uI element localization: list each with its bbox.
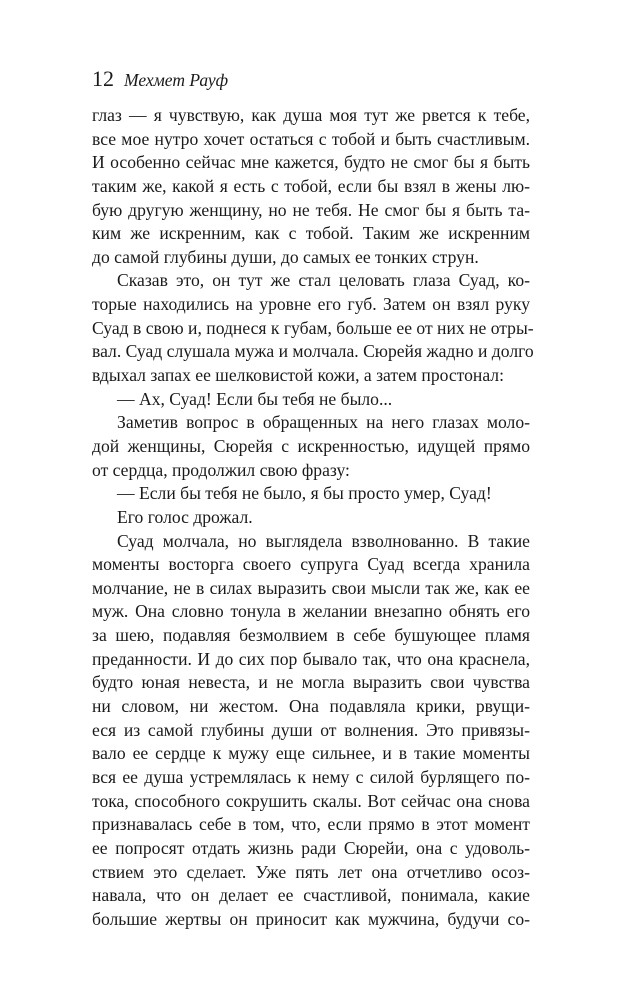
text-line: тока, способного сокрушить скалы. Вот сейчас она снова: [92, 790, 530, 811]
text-line: за шею, подавляя безмолвием в себе бушующее пламя: [92, 625, 530, 646]
text-line: таким же, какой я есть с тобой, если бы взял в жены лю-: [92, 175, 530, 196]
text-line: муж. Она словно тонула в желании внезапно обнять его: [92, 601, 530, 622]
text-line: признавалась себе в том, что, если прямо в этот момент: [92, 814, 530, 835]
text-line: навала, что он делает ее счастливой, понимала, какие: [92, 885, 530, 906]
book-page: [92, 66, 534, 931]
text-line: Сказав это, он тут же стал целовать глаза Суад, ко-: [117, 270, 530, 291]
text-line: будто юная невеста, и не могла выразить свои чувства: [92, 672, 530, 693]
page-number: 12: [92, 66, 114, 91]
text-line: вдыхал запах ее шелковистой кожи, а затем простонал:: [92, 365, 504, 386]
body-text: [92, 104, 534, 931]
text-line: вся ее душа устремлялась к нему с силой бурлящего по-: [92, 766, 530, 787]
text-line: Суад в свою и, поднеся к губам, больше ее от них не отры-: [92, 317, 534, 338]
text-line: вало ее сердце к мужу еще сильнее, и в такие моменты: [92, 743, 530, 764]
text-line: от сердца, продолжил свою фразу:: [92, 459, 350, 480]
text-line: Суад молчала, но выглядела взволнованно. В такие: [117, 530, 530, 551]
text-line: ким же искренним, как с тобой. Таким же искренним: [92, 223, 530, 244]
text-line: еся из самой глубины души от волнения. Это привязы-: [92, 719, 530, 740]
text-line: Его голос дрожал.: [117, 506, 253, 527]
text-line: Заметив вопрос в обращенных на него глазах моло-: [117, 412, 530, 433]
text-line: И особенно сейчас мне кажется, будто не смог бы я быть: [92, 152, 530, 173]
running-title: Мехмет Рауф: [124, 70, 229, 90]
text-line: вал. Суад слушала мужа и молчала. Сюрейя жадно и долго: [92, 341, 534, 362]
text-line: ее попросят отдать жизнь ради Сюрейи, она с удоволь-: [92, 837, 530, 858]
text-line: все мое нутро хочет остаться с тобой и быть счастливым.: [92, 128, 530, 149]
text-line: большие жертвы он приносит как мужчина, будучи со-: [92, 908, 530, 929]
text-line: — Если бы тебя не было, я бы просто умер, Суад!: [117, 483, 492, 504]
text-line: бую другую женщину, но не тебя. Не смог бы я быть та-: [92, 199, 530, 220]
text-line: глаз — я чувствую, как душа моя тут же рвется к тебе,: [92, 105, 530, 125]
text-line: ни словом, ни жестом. Она подавляла крики, рвущи-: [92, 696, 530, 717]
text-line: ствием это сделает. Уже пять лет она отчетливо осоз-: [92, 861, 530, 882]
running-head: [92, 66, 530, 96]
text-line: — Ах, Суад! Если бы тебя не было...: [117, 388, 393, 409]
text-line: дой женщины, Сюрейя с искренностью, идущей прямо: [92, 435, 530, 456]
text-line: моменты восторга своего супруга Суад всегда хранила: [92, 554, 530, 575]
text-line: преданности. И до сих пор бывало так, что она краснела,: [92, 648, 530, 669]
text-line: молчание, не в силах выразить свои мысли так же, как ее: [92, 577, 530, 598]
text-line: торые находились на уровне его губ. Затем он взял руку: [92, 294, 530, 315]
text-line: до самой глубины души, до самых ее тонких струн.: [92, 246, 479, 267]
